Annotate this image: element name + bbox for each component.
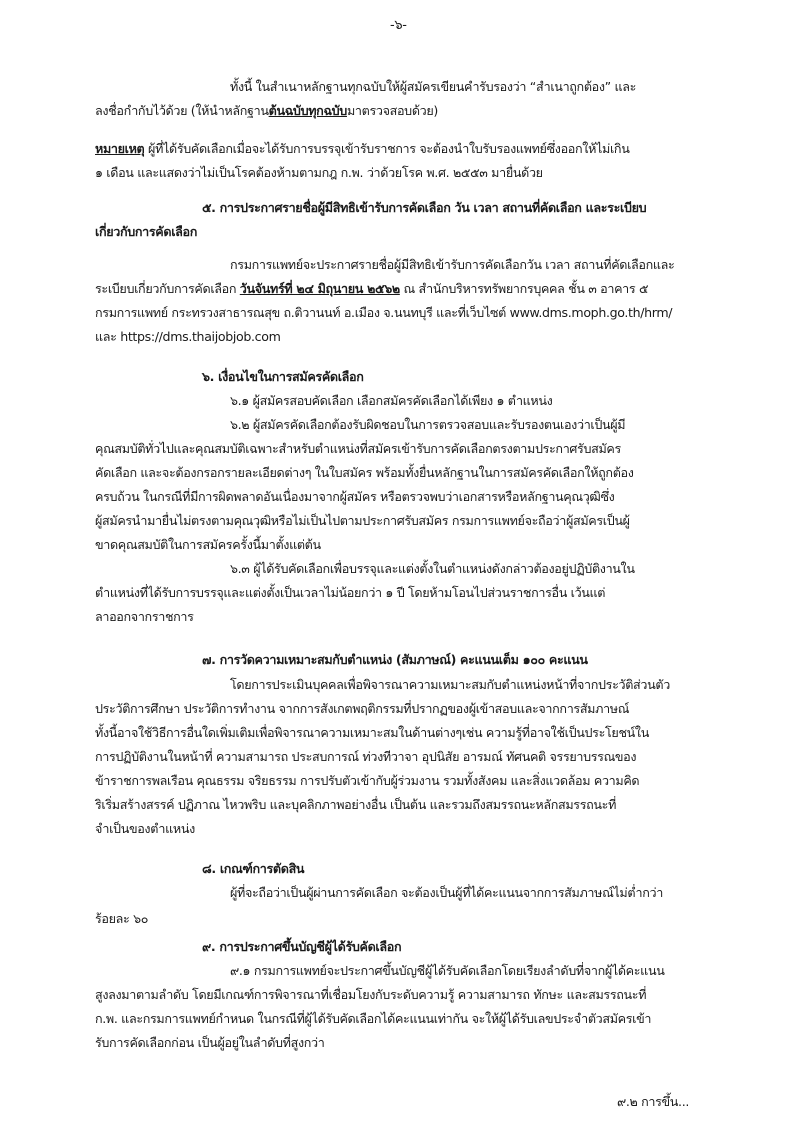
- section-8-line-2: ร้อยละ ๖๐: [95, 911, 149, 926]
- section-9-item-1-line: ๙.๑ กรมการแพทย์จะประกาศขึ้นบัญชีผู้ได้รับคัดเลือกโดยเรียงลำดับที่จากผู้ได้คะแนน: [230, 963, 665, 978]
- section-6-item-2-line: ขาดคุณสมบัติในการสมัครครั้งนี้มาตั้งแต่ต้น: [95, 537, 321, 552]
- intro-line-2: [95, 102, 438, 120]
- section-7-line: การปฏิบัติงานในหน้าที่ ความสามารถ ประสบการณ์ ท่วงทีวาจา อุปนิสัย อารมณ์ ทัศนคติ จรรยาบรรณของ: [95, 749, 637, 764]
- announcement-date: วันจันทร์ที่ ๒๔ มิถุนายน ๒๕๖๒: [239, 281, 400, 296]
- section-5-line-1: กรมการแพทย์จะประกาศรายชื่อผู้มีสิทธิเข้ารับการคัดเลือกวัน เวลา สถานที่คัดเลือกและ: [230, 257, 675, 272]
- and-text: และ: [95, 329, 121, 344]
- section-5-line-3: [95, 304, 672, 322]
- note-line-1: [95, 140, 629, 158]
- section-6-item-2-line: ผู้สมัครนำมายื่นไม่ตรงตามคุณวุฒิหรือไม่เป็นไปตามประกาศรับสมัคร กรมการแพทย์จะถือว่าผู้สมัครเป็นผู้: [95, 513, 630, 528]
- continued-footer: ๙.๒ การขึ้น...: [617, 1094, 690, 1109]
- section-7-line: ทั้งนี้อาจใช้วิธีการอื่นใดเพิ่มเติมเพื่อพิจารณาความเหมาะสมในด้านต่างๆเช่น ความรู้ที่อาจใช้เป็นประโยชน์ใน: [95, 725, 649, 740]
- section-9-item-1-line: ก.พ. และกรมการแพทย์กำหนด ในกรณีที่ผู้ได้รับคัดเลือกได้คะแนนเท่ากัน จะให้ผู้ได้รับเลขประจำตัวสมัครเข้า: [95, 1011, 652, 1026]
- section-8-heading: ๘. เกณฑ์การตัดสิน: [202, 861, 305, 876]
- note-label: หมายเหตุ: [95, 141, 145, 156]
- note-text: ผู้ที่ได้รับคัดเลือกเมื่อจะได้รับการบรรจุเข้ารับราชการ จะต้องนำใบรับรองแพทย์ซึ่งออกให้ไม่เกิน: [144, 141, 630, 156]
- section-7-line: ประวัติการศึกษา ประวัติการทำงาน จากการสังเกตพฤติกรรมที่ปรากฏของผู้เข้าสอบและจากการสัมภาษณ์: [95, 701, 630, 716]
- section-6-item-2-line: ๖.๒ ผู้สมัครคัดเลือกต้องรับผิดชอบในการตรวจสอบและรับรองตนเองว่าเป็นผู้มี: [230, 417, 626, 432]
- section-7-line: ข้าราชการพลเรือน คุณธรรม จริยธรรม การปรับตัวเข้ากับผู้ร่วมงาน รวมทั้งสังคม และสิ่งแวดล้อม ความคิด: [95, 773, 640, 788]
- section-6-item-1: ๖.๑ ผู้สมัครสอบคัดเลือก เลือกสมัครคัดเลือกได้เพียง ๑ ตำแหน่ง: [230, 393, 553, 408]
- section-7-line: โดยการประเมินบุคคลเพื่อพิจารณาความเหมาะสมกับตำแหน่งหน้าที่จากประวัติส่วนตัว: [230, 677, 670, 692]
- section-9-item-1-line: สูงลงมาตามลำดับ โดยมีเกณฑ์การพิจารณาที่เชื่อมโยงกับระดับความรู้ ความสามารถ ทักษะ และสมรรถนะที่: [95, 987, 647, 1002]
- section-6-heading: ๖. เงื่อนไขในการสมัครคัดเลือก: [202, 369, 364, 384]
- hrm-website-link[interactable]: www.dms.moph.go.th/hrm/: [509, 305, 673, 320]
- intro-text-b: มาตรวจสอบด้วย): [346, 103, 438, 118]
- section-9-item-1-line: รับการคัดเลือกก่อน เป็นผู้อยู่ในลำดับที่สูงกว่า: [95, 1035, 325, 1050]
- section-5-address: กรมการแพทย์ กระทรวงสาธารณสุข ถ.ติวานนท์ อ.เมือง จ.นนทบุรี และที่เว็บไซต์: [95, 305, 510, 320]
- page-number: -๖-: [390, 18, 407, 33]
- intro-line-1: ทั้งนี้ ในสำเนาหลักฐานทุกฉบับให้ผู้สมัครเขียนคำรับรองว่า “สำเนาถูกต้อง” และ: [230, 79, 637, 94]
- section-5-heading-cont: เกี่ยวกับการคัดเลือก: [95, 224, 198, 239]
- note-line-2: ๑ เดือน และแสดงว่าไม่เป็นโรคต้องห้ามตามกฎ ก.พ. ว่าด้วยโรค พ.ศ. ๒๕๕๓ มายื่นด้วย: [95, 165, 543, 180]
- original-docs-emphasis: ต้นฉบับทุกฉบับ: [268, 103, 347, 118]
- section-5-line-4: [95, 328, 281, 346]
- section-7-heading: ๗. การวัดความเหมาะสมกับตำแหน่ง (สัมภาษณ์) คะแนนเต็ม ๑๐๐ คะแนน: [202, 652, 588, 667]
- section-6-item-2-line: ครบถ้วน ในกรณีที่มีการผิดพลาดอันเนื่องมาจากผู้สมัคร หรือตรวจพบว่าเอกสารหรือหลักฐานคุณวุฒิซึ่ง: [95, 489, 615, 504]
- section-5-line-2: [95, 280, 648, 298]
- section-9-heading: ๙. การประกาศขึ้นบัญชีผู้ได้รับคัดเลือก: [202, 939, 402, 954]
- section-8-line-1: ผู้ที่จะถือว่าเป็นผู้ผ่านการคัดเลือก จะต้องเป็นผู้ที่ได้คะแนนจากการสัมภาษณ์ไม่ต่ำกว่า: [230, 885, 663, 900]
- section-7-line: ริเริ่มสร้างสรรค์ ปฏิภาณ ไหวพริบ และบุคลิกภาพอย่างอื่น เป็นต้น และรวมถึงสมรรถนะหลักสมรรถนะที่: [95, 797, 617, 812]
- intro-text-a: ลงชื่อกำกับไว้ด้วย (ให้นำหลักฐาน: [95, 103, 269, 118]
- section-6-item-3-line: ลาออกจากราชการ: [95, 609, 194, 624]
- section-5-location: ณ สำนักบริหารทรัพยากรบุคคล ชั้น ๓ อาคาร ๕: [399, 281, 649, 296]
- section-6-item-2-line: คุณสมบัติทั่วไปและคุณสมบัติเฉพาะสำหรับตำแหน่งที่สมัครเข้ารับการคัดเลือกตรงตามประกาศรับสมัคร: [95, 441, 621, 456]
- section-6-item-2-line: คัดเลือก และจะต้องกรอกรายละเอียดต่างๆ ในใบสมัคร พร้อมทั้งยื่นหลักฐานในการสมัครคัดเลือกให้ถูกต้อง: [95, 465, 634, 480]
- section-6-item-3-line: ๖.๓ ผู้ได้รับคัดเลือกเพื่อบรรจุและแต่งตั้งในตำแหน่งดังกล่าวต้องอยู่ปฏิบัติงานใน: [230, 561, 635, 576]
- section-6-item-3-line: ตำแหน่งที่ได้รับการบรรจุและแต่งตั้งเป็นเวลาไม่น้อยกว่า ๑ ปี โดยห้ามโอนไปส่วนราชการอื่น เว้นแต่: [95, 585, 606, 600]
- thaijobjob-link[interactable]: https://dms.thaijobjob.com: [120, 329, 281, 344]
- section-7-line: จำเป็นของตำแหน่ง: [95, 821, 195, 836]
- section-5-text: ระเบียบเกี่ยวกับการคัดเลือก: [95, 281, 240, 296]
- section-5-heading: ๕. การประกาศรายชื่อผู้มีสิทธิเข้ารับการคัดเลือก วัน เวลา สถานที่คัดเลือก และระเบียบ: [202, 200, 647, 215]
